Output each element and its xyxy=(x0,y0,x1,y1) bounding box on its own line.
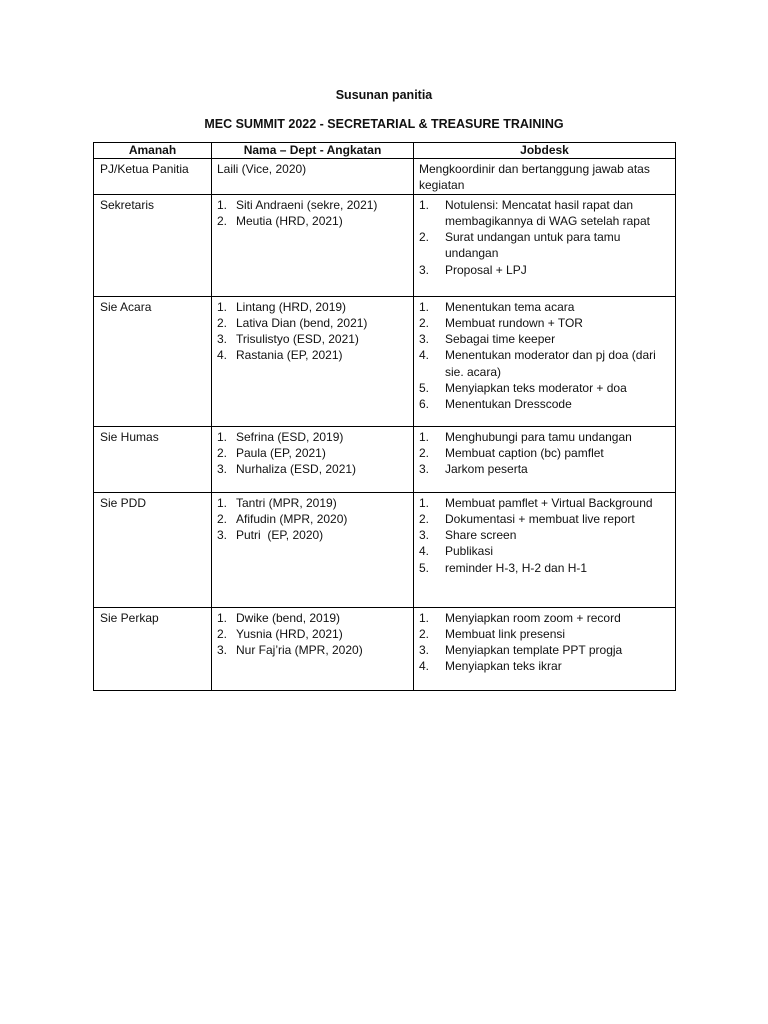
document-title: Susunan panitia xyxy=(335,88,433,102)
list-item: 3. Proposal + LPJ xyxy=(419,262,527,277)
list-item: 3. Jarkom peserta xyxy=(419,462,528,477)
nama-list xyxy=(217,299,408,364)
list-item: 2. Meutia (HRD, 2021) xyxy=(217,213,343,228)
list-item: 5. Menyiapkan teks moderator + doa xyxy=(419,381,627,396)
list-item: 4. Menentukan moderator dan pj doa (dari sie. acara) xyxy=(419,348,656,379)
list-item: 2. Afifudin (MPR, 2020) xyxy=(217,511,348,526)
nama-cell xyxy=(212,607,414,690)
table-header-row xyxy=(94,143,676,159)
list-item: 1. Sefrina (ESD, 2019) xyxy=(217,429,344,444)
amanah-label: Sekretaris xyxy=(100,197,155,212)
jobdesk-cell xyxy=(414,607,676,690)
list-item: 4. Rastania (EP, 2021) xyxy=(217,348,343,363)
table-row xyxy=(94,492,676,607)
list-item: 1. Notulensi: Mencatat hasil rapat dan membagikannya di WAG setelah rapat xyxy=(419,197,650,228)
jobdesk-cell xyxy=(414,296,676,426)
list-item: 6. Menentukan Dresscode xyxy=(419,397,572,412)
list-item: 3. Nurhaliza (ESD, 2021) xyxy=(217,462,357,477)
table-row xyxy=(94,159,676,195)
nama-list xyxy=(217,610,408,659)
jobdesk-cell xyxy=(414,159,676,195)
list-item: 2. Membuat caption (bc) pamflet xyxy=(419,445,604,460)
amanah-cell xyxy=(94,607,212,690)
list-item: 1. Dwike (bend, 2019) xyxy=(217,610,341,625)
amanah-cell xyxy=(94,492,212,607)
committee-table xyxy=(93,142,676,691)
list-item: 2. Yusnia (HRD, 2021) xyxy=(217,626,343,641)
amanah-cell xyxy=(94,194,212,296)
jobdesk-text: Mengkoordinir dan bertanggung jawab atas kegiatan xyxy=(419,162,650,193)
nama-text: Laili (Vice, 2020) xyxy=(217,162,307,176)
jobdesk-list xyxy=(419,429,670,478)
table-row xyxy=(94,296,676,426)
list-item: 2. Dokumentasi + membuat live report xyxy=(419,511,635,526)
nama-cell xyxy=(212,194,414,296)
list-item: 2. Paula (EP, 2021) xyxy=(217,445,326,460)
list-item: 1. Menentukan tema acara xyxy=(419,299,575,314)
list-item: 1. Menghubungi para tamu undangan xyxy=(419,429,632,444)
nama-cell xyxy=(212,159,414,195)
list-item: 2. Lativa Dian (bend, 2021) xyxy=(217,315,368,330)
list-item: 5. reminder H-3, H-2 dan H-1 xyxy=(419,560,588,575)
list-item: 1. Siti Andraeni (sekre, 2021) xyxy=(217,197,378,212)
header-amanah: Amanah xyxy=(94,143,212,159)
list-item: 2. Membuat rundown + TOR xyxy=(419,315,583,330)
list-item: 4. Publikasi xyxy=(419,544,494,559)
jobdesk-list xyxy=(419,299,670,413)
amanah-cell xyxy=(94,296,212,426)
nama-cell xyxy=(212,492,414,607)
list-item: 2. Membuat link presensi xyxy=(419,626,566,641)
amanah-label: PJ/Ketua Panitia xyxy=(100,162,189,176)
list-item: 1. Lintang (HRD, 2019) xyxy=(217,299,347,314)
list-item: 3. Putri (EP, 2020) xyxy=(217,528,324,543)
list-item: 3. Share screen xyxy=(419,528,517,543)
amanah-label: Sie Perkap xyxy=(100,610,159,625)
list-item: 3. Nur Faj’ria (MPR, 2020) xyxy=(217,643,363,658)
header-nama: Nama – Dept - Angkatan xyxy=(212,143,414,159)
table-row xyxy=(94,607,676,690)
amanah-cell xyxy=(94,426,212,492)
jobdesk-cell xyxy=(414,492,676,607)
nama-list xyxy=(217,197,408,230)
list-item: 4. Menyiapkan teks ikrar xyxy=(419,659,562,674)
jobdesk-cell xyxy=(414,194,676,296)
list-item: 3. Trisulistyo (ESD, 2021) xyxy=(217,332,359,347)
amanah-label: Sie Humas xyxy=(100,429,159,444)
list-item: 2. Surat undangan untuk para tamu undangan xyxy=(419,230,621,261)
amanah-cell xyxy=(94,159,212,195)
list-item: 1. Menyiapkan room zoom + record xyxy=(419,610,621,625)
jobdesk-list xyxy=(419,197,670,278)
list-item: 1. Membuat pamflet + Virtual Background xyxy=(419,495,653,510)
nama-cell xyxy=(212,296,414,426)
list-item: 3. Sebagai time keeper xyxy=(419,332,556,347)
nama-cell xyxy=(212,426,414,492)
list-item: 3. Menyiapkan template PPT progja xyxy=(419,643,623,658)
nama-list xyxy=(217,495,408,544)
table-row xyxy=(94,426,676,492)
table-row xyxy=(94,194,676,296)
nama-list xyxy=(217,429,408,478)
jobdesk-cell xyxy=(414,426,676,492)
document-subtitle: MEC SUMMIT 2022 - SECRETARIAL & TREASURE TRAINING xyxy=(204,117,564,131)
jobdesk-list xyxy=(419,610,670,675)
amanah-label: Sie Acara xyxy=(100,299,152,314)
list-item: 1. Tantri (MPR, 2019) xyxy=(217,495,337,510)
header-jobdesk: Jobdesk xyxy=(414,143,676,159)
amanah-label: Sie PDD xyxy=(100,495,147,510)
jobdesk-list xyxy=(419,495,670,576)
